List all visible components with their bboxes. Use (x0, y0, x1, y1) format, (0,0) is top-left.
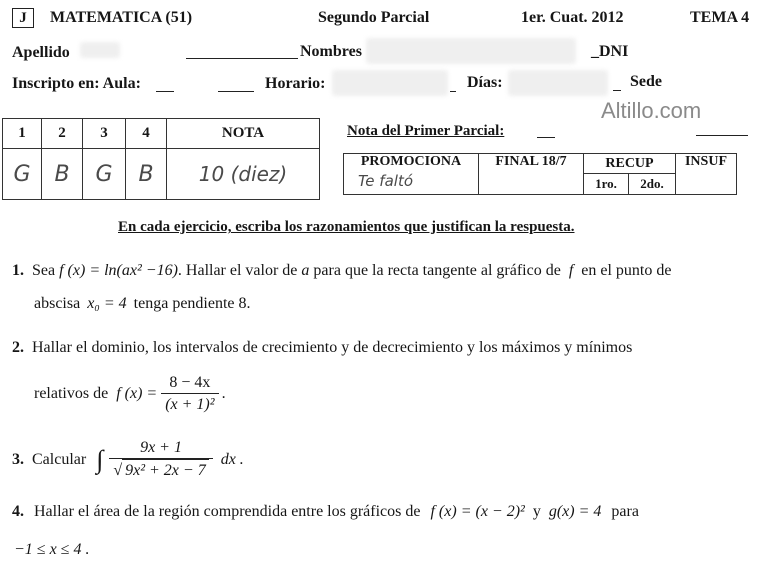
dias-blank[interactable] (613, 90, 621, 91)
exercise-4-range: −1 ≤ x ≤ 4 . (14, 541, 90, 558)
tema-label: TEMA 4 (690, 9, 750, 26)
exercise-2-line-1 (12, 339, 632, 357)
recup-header: RECUP (584, 154, 676, 174)
exercise-3-denominator: 9x² + 2x − 7 (122, 459, 209, 482)
nota-primer-parcial-label: Nota del Primer Parcial: (347, 123, 505, 139)
course-title: MATEMATICA (51) (50, 9, 193, 26)
exercise-2-end: . (221, 385, 226, 402)
promociona-cell (344, 154, 479, 195)
exercise-4-line-1 (12, 503, 639, 521)
exercise-1-number: 1. (12, 262, 24, 279)
exercise-2-number: 2. (12, 339, 24, 356)
exercise-4-para: para (611, 503, 639, 520)
sede-label: Sede (630, 73, 662, 90)
exercise-2-fx: f (x) = (116, 385, 158, 402)
exam-title: Segundo Parcial (318, 9, 430, 26)
exercise-2-text-1: Hallar el dominio, los intervalos de crecimiento y de decrecimiento y los máximos y mínimos (32, 339, 633, 356)
exercise-3-line (12, 436, 244, 484)
exercise-1-text-1: . Hallar el valor de (177, 262, 298, 279)
exercise-3-integral-sign: ∫ (96, 445, 104, 474)
exercise-1-x0: x₀ = 4 (87, 295, 127, 312)
nota-primer-parcial-blank[interactable] (537, 137, 555, 138)
final-header: FINAL 18/7 (479, 154, 584, 195)
grade-value-4: B (126, 149, 167, 200)
grade-table (2, 118, 320, 200)
grade-header-2: 2 (42, 119, 83, 149)
apellido-redacted (80, 42, 120, 58)
aula-blank[interactable] (156, 91, 174, 92)
exercise-2-text-2: relativos de (34, 385, 109, 402)
promociona-handwritten: Te faltó (358, 172, 414, 190)
exercise-1-line-2 (34, 295, 251, 313)
exercise-4-y: y (532, 503, 541, 520)
horario-label: Horario: (265, 75, 326, 92)
horario-redacted (332, 70, 448, 96)
nombres-label: Nombres (300, 43, 362, 60)
nombres-redacted (366, 38, 576, 64)
aula-blank-2[interactable] (218, 91, 254, 92)
apellido-label: Apellido (12, 44, 70, 61)
exercise-2-fraction (161, 373, 218, 416)
grade-value-3: G (83, 149, 126, 200)
exam-period: 1er. Cuat. 2012 (521, 9, 624, 26)
tema-code-box (12, 8, 34, 28)
exercise-3-numerator: 9x + 1 (109, 438, 212, 459)
watermark: Altillo.com (601, 98, 702, 123)
exercise-1-function: f (x) = ln(ax² −16) (59, 262, 178, 279)
grade-value-2: B (42, 149, 83, 200)
exercise-3-dx: dx . (220, 451, 244, 468)
exercise-3-denominator-wrap (109, 459, 212, 482)
exercise-4-text-1: Hallar el área de la región comprendida entre los gráficos de (34, 503, 421, 520)
dias-redacted (508, 70, 608, 96)
instruction: En cada ejercicio, escriba los razonamientos que justifican la respuesta. (118, 219, 575, 235)
exercise-1-text-2: para que la recta tangente al gráfico de (313, 262, 561, 279)
exercise-1-text-4: abscisa (34, 295, 81, 312)
result-table (343, 153, 737, 195)
insuf-header: INSUF (676, 154, 737, 195)
tema-code: J (19, 10, 27, 26)
exercise-2-denominator: (x + 1)² (165, 395, 215, 413)
grade-header-nota: NOTA (167, 119, 320, 149)
nota-primer-parcial (347, 123, 504, 140)
exercise-4-f: f (x) = (x − 2)² (430, 503, 525, 520)
exercise-1-lead: Sea (32, 262, 56, 279)
exercise-1-var-a: a (301, 262, 310, 279)
nota-primer-parcial-blank-2[interactable] (696, 135, 748, 136)
recup-1ro: 1ro. (584, 174, 629, 195)
grade-header-4: 4 (126, 119, 167, 149)
exercise-4-number: 4. (12, 503, 24, 520)
exercise-4-g: g(x) = 4 (548, 503, 602, 520)
exercise-3-fraction (109, 438, 212, 482)
grade-header-1: 1 (3, 119, 42, 149)
grade-value-nota: 10 (diez) (167, 149, 320, 200)
exercise-1-text-3: en el punto de (581, 262, 672, 279)
exercise-2-line-2 (34, 370, 226, 418)
promociona-header: PROMOCIONA (360, 154, 462, 169)
horario-blank[interactable] (450, 91, 456, 92)
exercise-3-sqrt-icon: √ (113, 462, 123, 479)
exercise-2-numerator: 8 − 4x (161, 373, 218, 394)
recup-2do: 2do. (629, 174, 676, 195)
exercise-1-text-5: tenga pendiente 8. (133, 295, 251, 312)
exercise-1-var-f: f (568, 262, 574, 279)
apellido-blank[interactable] (186, 58, 298, 59)
dni-label: _DNI (591, 43, 629, 60)
inscripto-label: Inscripto en: Aula: (12, 75, 141, 92)
grade-header-3: 3 (83, 119, 126, 149)
dias-label: Días: (467, 74, 503, 91)
exercise-1-line-1 (12, 262, 671, 280)
grade-value-1: G (3, 149, 42, 200)
exercise-3-number: 3. (12, 451, 24, 468)
exercise-3-text-1: Calcular (32, 451, 87, 468)
